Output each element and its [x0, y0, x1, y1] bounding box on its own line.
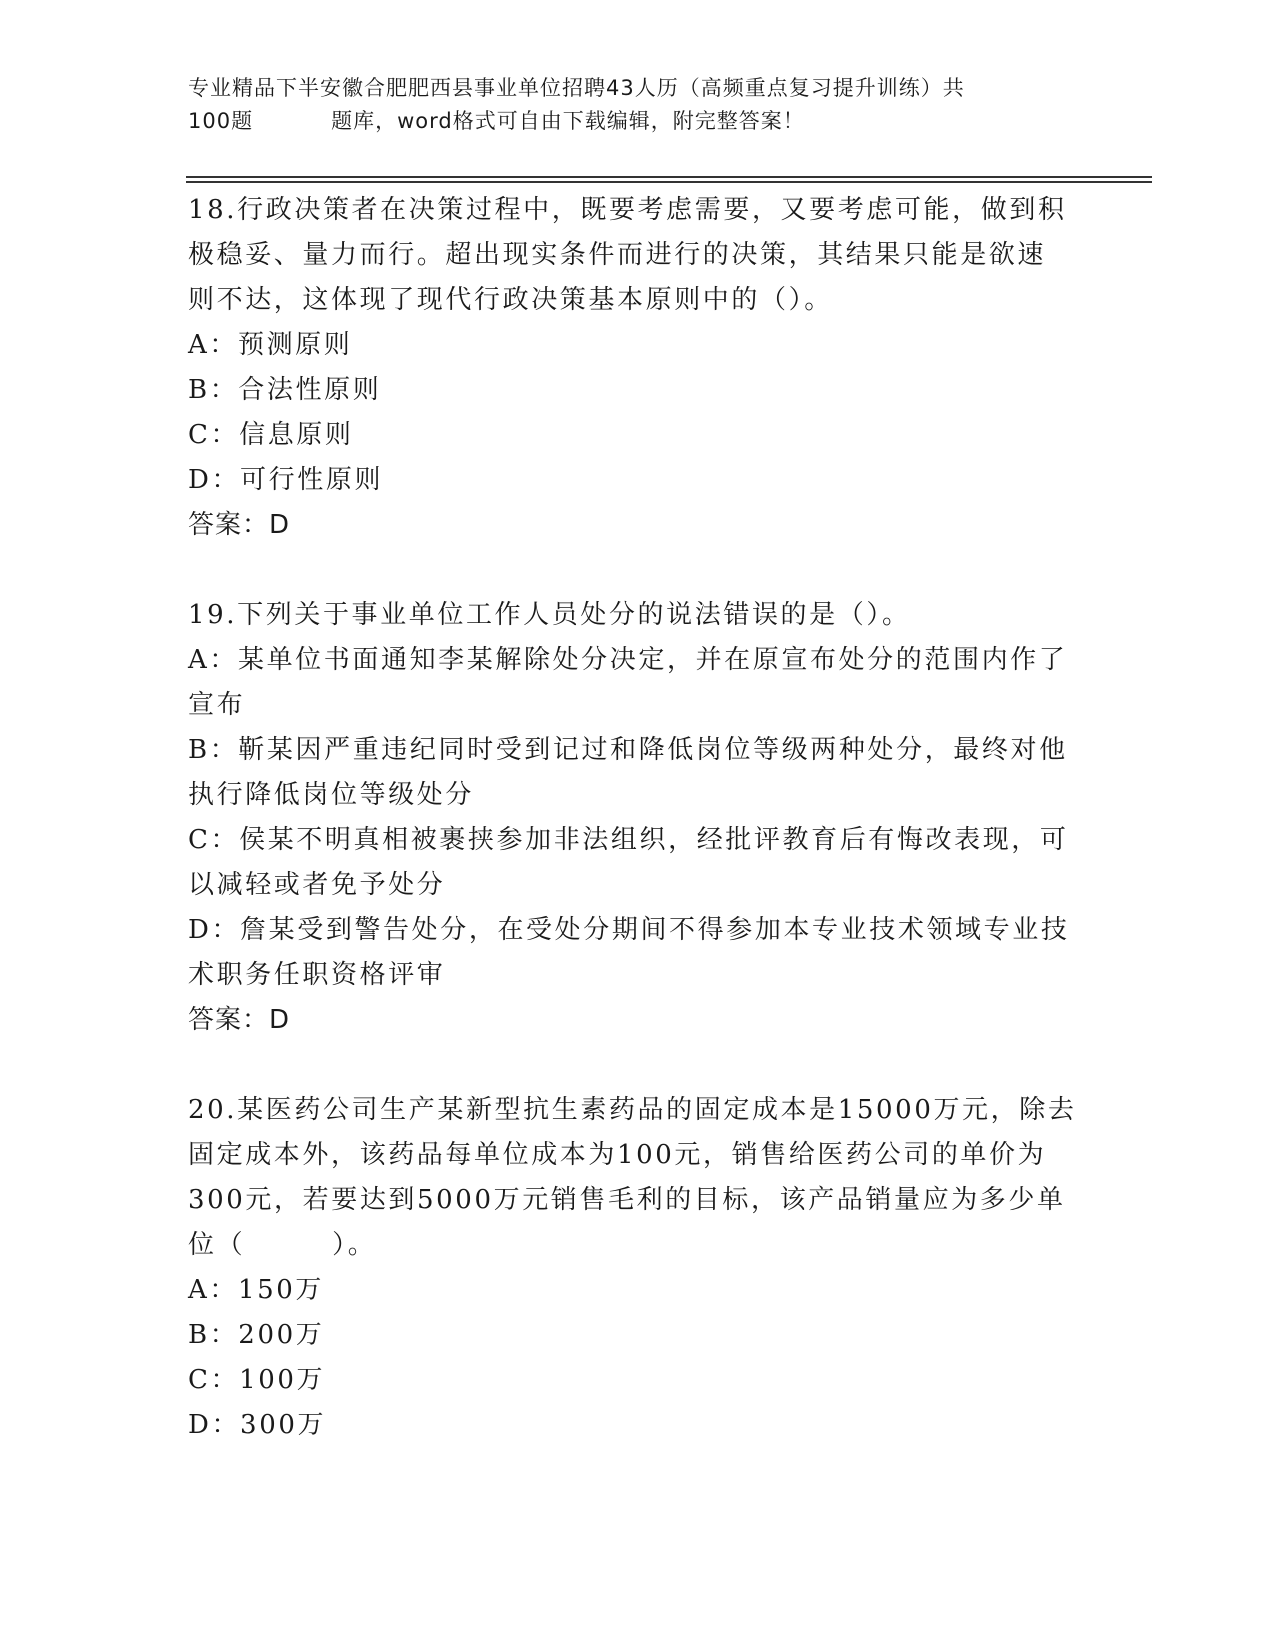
- document-header: [188, 72, 1068, 138]
- option-d: D：詹某受到警告处分，在受处分期间不得参加本专业技术领域专业技: [188, 915, 1070, 945]
- answer-line: 答案：D: [188, 510, 291, 540]
- option-a: A：150万: [188, 1275, 325, 1305]
- question-stem-line: 19.下列关于事业单位工作人员处分的说法错误的是（）。: [188, 600, 911, 630]
- header-divider-top: [186, 176, 1152, 178]
- header-title-line-1: 专业精品下半安徽合肥肥西县事业单位招聘43人历（高频重点复习提升训练）共: [188, 76, 965, 100]
- option-b: B：200万: [188, 1320, 325, 1350]
- header-divider-bottom: [186, 181, 1152, 183]
- option-b: B：靳某因严重违纪同时受到记过和降低岗位等级两种处分，最终对他: [188, 735, 1068, 765]
- header-question-count: 100题: [188, 109, 254, 133]
- answer-line: 答案：D: [188, 1005, 291, 1035]
- option-a: A：某单位书面通知李某解除处分决定，并在原宣布处分的范围内作了: [188, 645, 1068, 675]
- option-c: C：100万: [188, 1365, 326, 1395]
- option-c: C：信息原则: [188, 420, 354, 450]
- question-stem-line: 18.行政决策者在决策过程中，既要考虑需要，又要考虑可能，做到积: [188, 195, 1067, 225]
- question-18: [188, 188, 1068, 548]
- option-d: D：可行性原则: [188, 465, 384, 495]
- question-stem-line: 极稳妥、量力而行。超出现实条件而进行的决策，其结果只能是欲速: [188, 240, 1047, 270]
- option-c: C：侯某不明真相被裹挟参加非法组织，经批评教育后有悔改表现，可: [188, 825, 1069, 855]
- question-list: [188, 188, 1077, 1448]
- option-d: D：300万: [188, 1410, 327, 1440]
- option-b-continued: 执行降低岗位等级处分: [188, 780, 475, 810]
- question-stem-line: 固定成本外，该药品每单位成本为100元，销售给医药公司的单价为: [188, 1140, 1047, 1170]
- option-a: A：预测原则: [188, 330, 353, 360]
- question-stem-line: 则不达，这体现了现代行政决策基本原则中的（）。: [188, 285, 833, 315]
- question-19: [188, 593, 1068, 1043]
- question-stem-line: 300元，若要达到5000万元销售毛利的目标，该产品销量应为多少单: [188, 1185, 1066, 1215]
- option-a-continued: 宣布: [188, 690, 246, 720]
- option-d-continued: 术职务任职资格评审: [188, 960, 446, 990]
- question-stem-line: 20.某医药公司生产某新型抗生素药品的固定成本是15000万元，除去: [188, 1095, 1077, 1125]
- header-title-line-2: [188, 105, 1068, 138]
- question-stem-line: 位（ ）。: [188, 1230, 377, 1260]
- header-subtitle: 题库，word格式可自由下载编辑，附完整答案！: [331, 109, 805, 133]
- question-20: [188, 1088, 1077, 1448]
- option-b: B：合法性原则: [188, 375, 382, 405]
- option-c-continued: 以减轻或者免予处分: [188, 870, 446, 900]
